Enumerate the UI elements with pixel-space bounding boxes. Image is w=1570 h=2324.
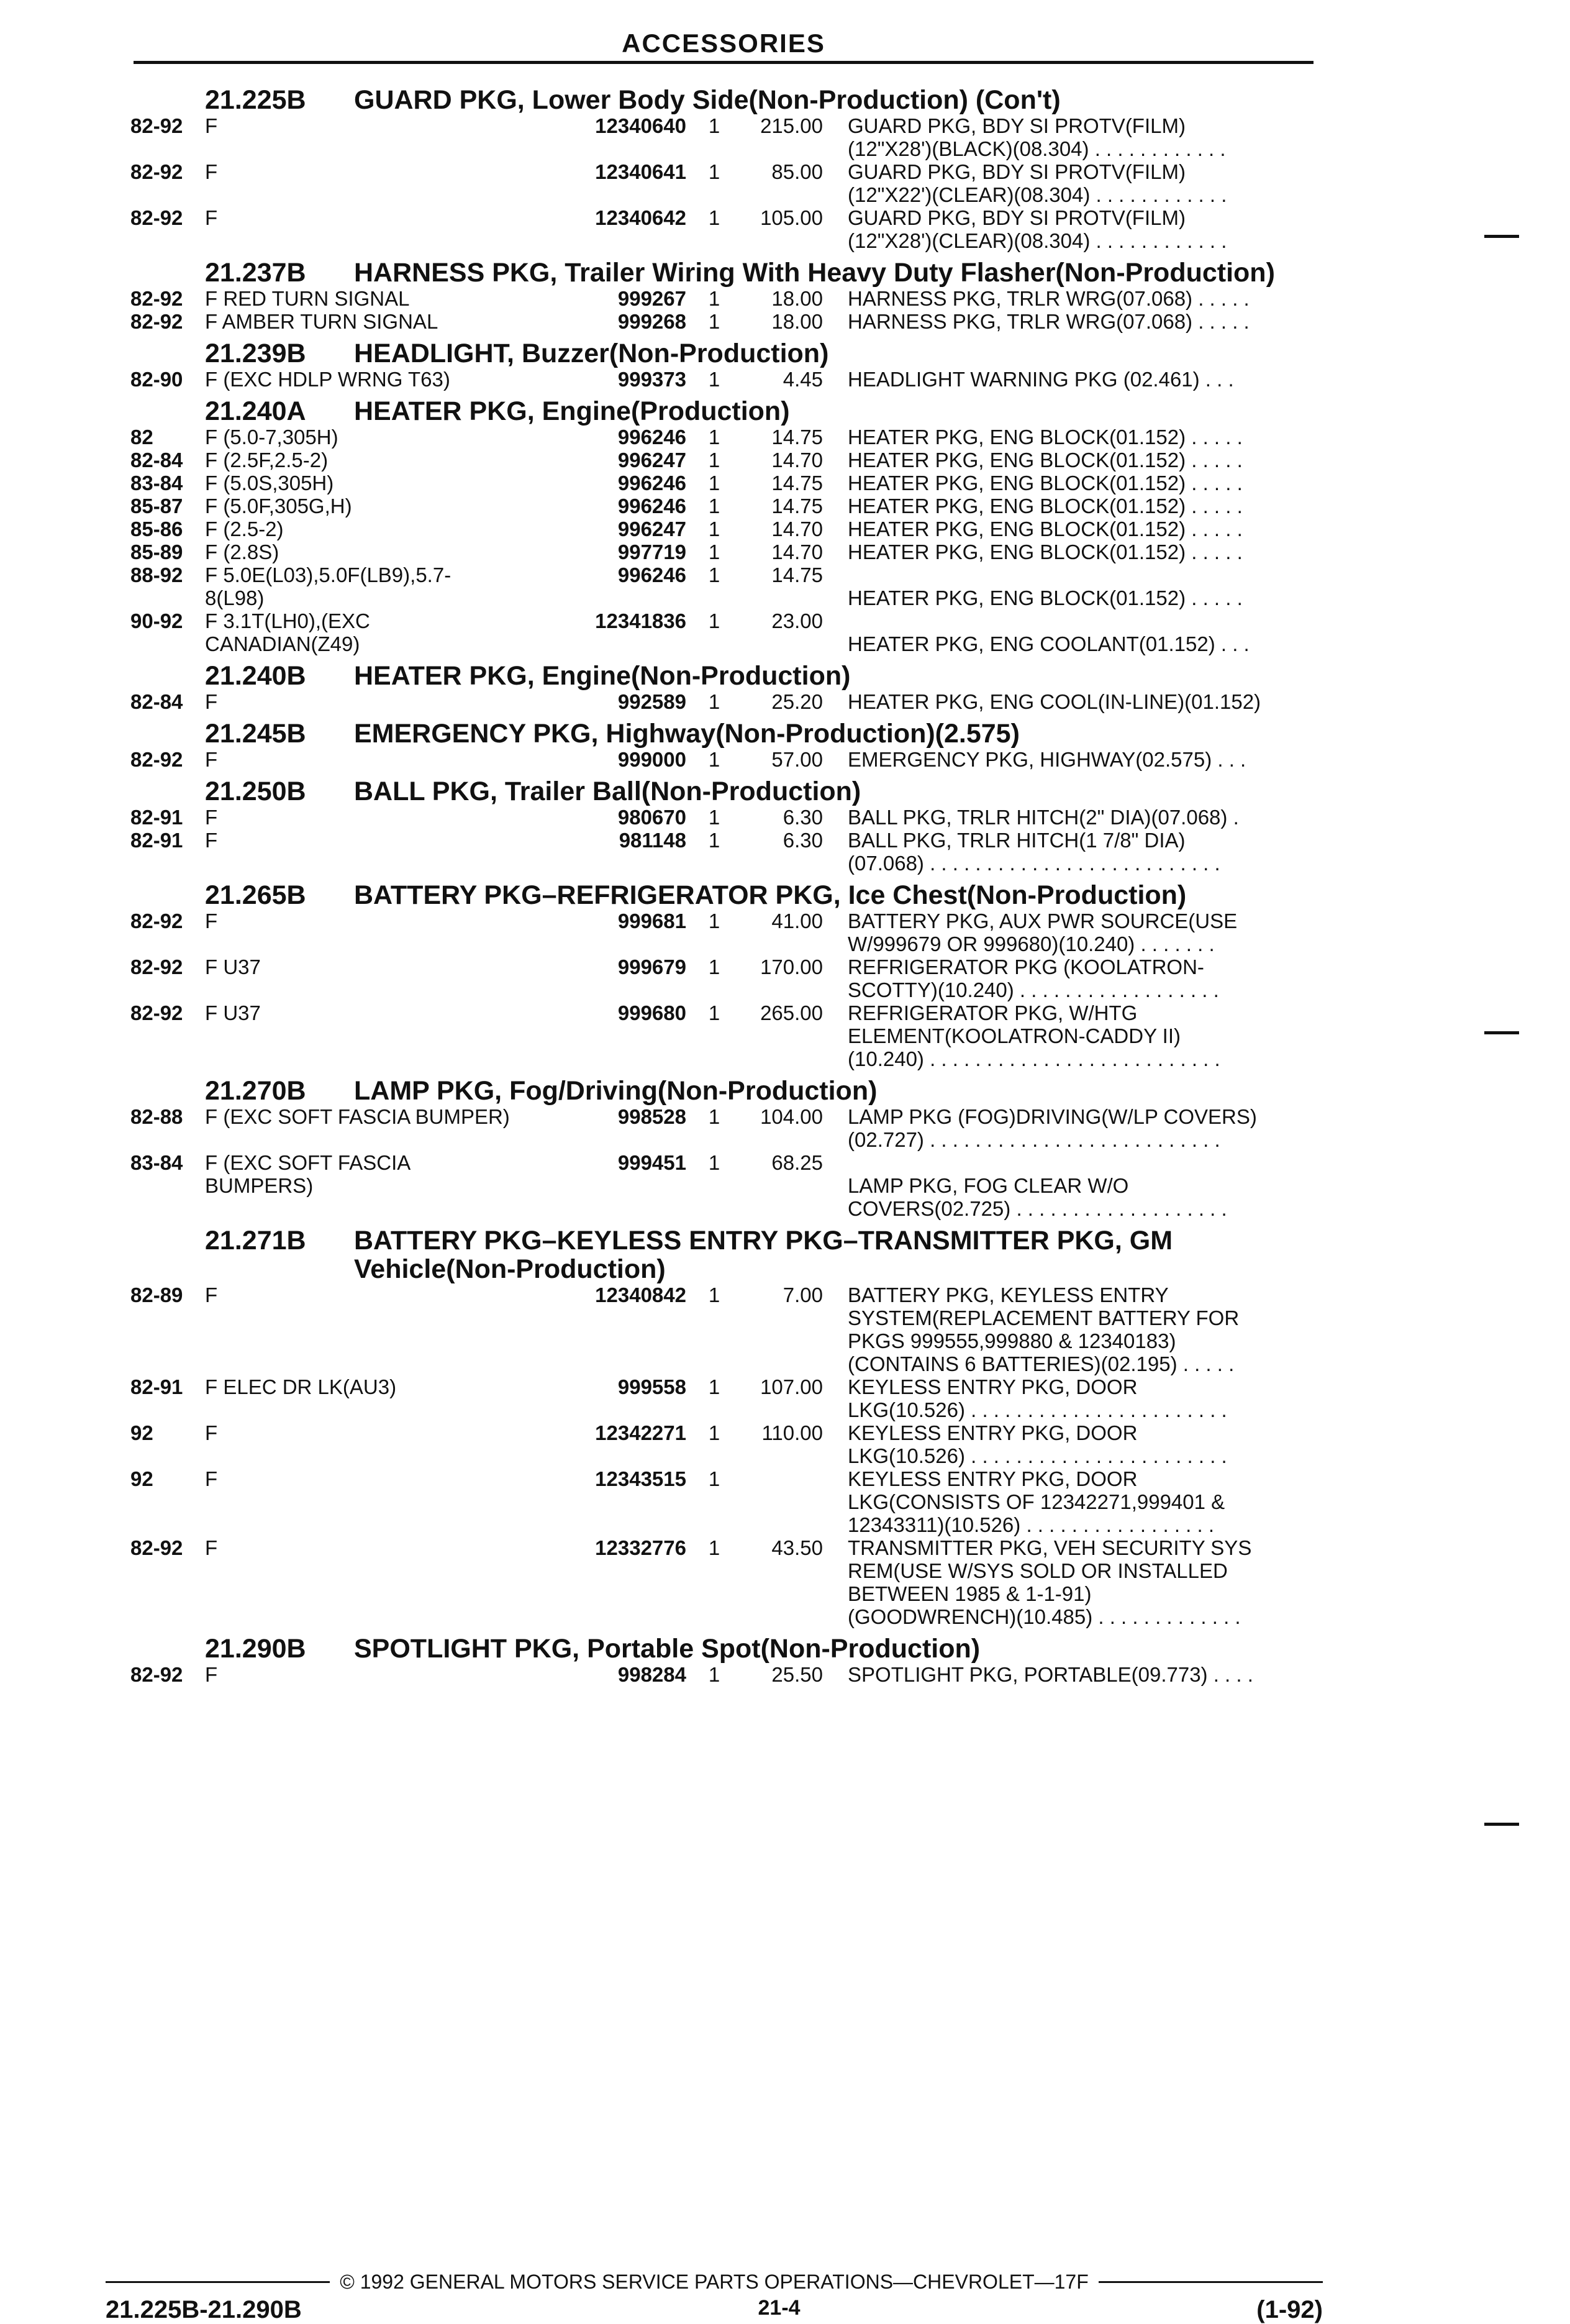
part-description: HEATER PKG, ENG BLOCK(01.152) . . . . . bbox=[848, 586, 1243, 609]
part-description: BALL PKG, TRLR HITCH(2" DIA)(07.068) . bbox=[848, 806, 1239, 829]
model-years: 82-92 bbox=[130, 1001, 183, 1024]
part-description: TRANSMITTER PKG, VEH SECURITY SYS REM(USE W/SYS SOLD OR INSTALLED BETWEEN 1985 & 1-1-91) (GOODWRENCH)(10.485) . . . . . . . . . . . . . bbox=[848, 1536, 1252, 1628]
model-years: 82 bbox=[130, 426, 153, 449]
part-description: HEATER PKG, ENG BLOCK(01.152) . . . . . bbox=[848, 517, 1243, 540]
section-code: 21.250B bbox=[205, 777, 306, 806]
part-number: 999268 bbox=[617, 310, 686, 333]
part-row bbox=[130, 1375, 1323, 1421]
price: 25.20 bbox=[771, 690, 823, 713]
application: F (2.5-2) bbox=[205, 517, 284, 540]
application: F U37 bbox=[205, 955, 261, 978]
section-description: BATTERY PKG–REFRIGERATOR PKG, Ice Chest(Non-Production) bbox=[354, 880, 1187, 910]
application: F (5.0S,305H) bbox=[205, 472, 334, 494]
quantity: 1 bbox=[708, 609, 720, 632]
section-title bbox=[130, 258, 1323, 287]
footer-page-number: 21-4 bbox=[758, 2296, 801, 2320]
part-row bbox=[130, 472, 1323, 494]
footer-copyright-line bbox=[106, 2271, 1323, 2294]
price: 14.70 bbox=[771, 540, 823, 563]
quantity: 1 bbox=[708, 287, 720, 310]
application: F bbox=[205, 1283, 218, 1306]
price: 107.00 bbox=[760, 1375, 823, 1398]
part-number: 996247 bbox=[617, 517, 686, 540]
part-number: 999451 bbox=[617, 1151, 686, 1174]
part-number: 12343515 bbox=[595, 1467, 686, 1490]
model-years: 85-89 bbox=[130, 540, 183, 563]
margin-mark bbox=[1484, 1823, 1519, 1826]
application: F ELEC DR LK(AU3) bbox=[205, 1375, 397, 1398]
price: 104.00 bbox=[760, 1105, 823, 1128]
section-code: 21.240A bbox=[205, 396, 306, 426]
price: 14.75 bbox=[771, 426, 823, 449]
model-years: 82-84 bbox=[130, 690, 183, 713]
price: 105.00 bbox=[760, 206, 823, 229]
model-years: 82-92 bbox=[130, 909, 183, 932]
part-row bbox=[130, 829, 1323, 875]
section-description: GUARD PKG, Lower Body Side(Non-Production) (Con't) bbox=[354, 85, 1061, 115]
header-rule bbox=[134, 61, 1314, 64]
part-description: KEYLESS ENTRY PKG, DOOR LKG(CONSISTS OF 12342271,999401 & 12343311)(10.526) . . . . . . . . . . . . . . . . . bbox=[848, 1467, 1225, 1536]
application: F (EXC SOFT FASCIA BUMPERS) bbox=[205, 1151, 411, 1197]
model-years: 82-91 bbox=[130, 829, 183, 852]
price: 14.75 bbox=[771, 494, 823, 517]
part-description: LAMP PKG, FOG CLEAR W/O COVERS(02.725) . . . . . . . . . . . . . . . . . . . bbox=[848, 1174, 1227, 1220]
model-years: 82-92 bbox=[130, 310, 183, 333]
footer-date: (1-92) bbox=[1256, 2296, 1323, 2323]
model-years: 92 bbox=[130, 1421, 153, 1444]
quantity: 1 bbox=[708, 748, 720, 771]
quantity: 1 bbox=[708, 563, 720, 586]
model-years: 85-86 bbox=[130, 517, 183, 540]
section-title bbox=[130, 1077, 1323, 1105]
part-row bbox=[130, 1283, 1323, 1375]
application: F 5.0E(L03),5.0F(LB9),5.7- 8(L98) bbox=[205, 563, 451, 609]
part-number: 981148 bbox=[619, 829, 686, 852]
part-description: KEYLESS ENTRY PKG, DOOR LKG(10.526) . . . . . . . . . . . . . . . . . . . . . . . bbox=[848, 1375, 1227, 1421]
price: 14.70 bbox=[771, 449, 823, 472]
part-number: 996246 bbox=[617, 494, 686, 517]
section-title bbox=[130, 719, 1323, 748]
part-number: 999679 bbox=[617, 955, 686, 978]
part-description: GUARD PKG, BDY SI PROTV(FILM) (12"X28')(BLACK)(08.304) . . . . . . . . . . . . bbox=[848, 114, 1226, 160]
catalog-section bbox=[130, 777, 1323, 875]
application: F bbox=[205, 909, 218, 932]
price: 41.00 bbox=[771, 909, 823, 932]
part-number: 997719 bbox=[617, 540, 686, 563]
model-years: 92 bbox=[130, 1467, 153, 1490]
quantity: 1 bbox=[708, 472, 720, 494]
part-number: 998528 bbox=[617, 1105, 686, 1128]
part-description: HEATER PKG, ENG COOLANT(01.152) . . . bbox=[848, 632, 1250, 655]
price: 23.00 bbox=[771, 609, 823, 632]
quantity: 1 bbox=[708, 690, 720, 713]
margin-mark bbox=[1484, 1031, 1519, 1034]
part-row bbox=[130, 1467, 1323, 1536]
catalog-section bbox=[130, 1634, 1323, 1686]
parts-list bbox=[130, 80, 1323, 1686]
application: F (2.8S) bbox=[205, 540, 279, 563]
margin-mark bbox=[1484, 235, 1519, 238]
price: 43.50 bbox=[771, 1536, 823, 1559]
quantity: 1 bbox=[708, 494, 720, 517]
part-description: LAMP PKG (FOG)DRIVING(W/LP COVERS) (02.727) . . . . . . . . . . . . . . . . . . . . . . . . . . bbox=[848, 1105, 1257, 1151]
quantity: 1 bbox=[708, 206, 720, 229]
part-number: 12340642 bbox=[595, 206, 686, 229]
quantity: 1 bbox=[708, 1663, 720, 1686]
part-description: HEADLIGHT WARNING PKG (02.461) . . . bbox=[848, 368, 1234, 391]
price: 85.00 bbox=[771, 160, 823, 183]
part-row bbox=[130, 806, 1323, 829]
model-years: 82-92 bbox=[130, 206, 183, 229]
part-row bbox=[130, 955, 1323, 1001]
model-years: 82-91 bbox=[130, 806, 183, 829]
model-years: 83-84 bbox=[130, 1151, 183, 1174]
page-title: ACCESSORIES bbox=[622, 29, 825, 58]
quantity: 1 bbox=[708, 160, 720, 183]
part-row bbox=[130, 449, 1323, 472]
catalog-section bbox=[130, 1226, 1323, 1628]
application: F bbox=[205, 1536, 218, 1559]
quantity: 1 bbox=[708, 1536, 720, 1559]
part-row bbox=[130, 114, 1323, 160]
part-row bbox=[130, 494, 1323, 517]
catalog-section bbox=[130, 258, 1323, 333]
part-number: 999681 bbox=[617, 909, 686, 932]
price: 170.00 bbox=[760, 955, 823, 978]
model-years: 82-92 bbox=[130, 955, 183, 978]
part-number: 12340641 bbox=[595, 160, 686, 183]
part-number: 998284 bbox=[617, 1663, 686, 1686]
part-row bbox=[130, 1536, 1323, 1628]
section-code: 21.245B bbox=[205, 719, 306, 749]
part-number: 12332776 bbox=[595, 1536, 686, 1559]
application: F bbox=[205, 114, 218, 137]
section-title bbox=[130, 881, 1323, 909]
application: F bbox=[205, 1663, 218, 1686]
section-code: 21.239B bbox=[205, 339, 306, 368]
price: 18.00 bbox=[771, 287, 823, 310]
application: F bbox=[205, 690, 218, 713]
price: 18.00 bbox=[771, 310, 823, 333]
model-years: 83-84 bbox=[130, 472, 183, 494]
footer-rule-right bbox=[1099, 2281, 1323, 2283]
section-code: 21.271B bbox=[205, 1226, 306, 1255]
part-number: 999373 bbox=[617, 368, 686, 391]
section-code: 21.225B bbox=[205, 85, 306, 115]
model-years: 82-91 bbox=[130, 1375, 183, 1398]
application: F (EXC HDLP WRNG T63) bbox=[205, 368, 450, 391]
section-title bbox=[130, 339, 1323, 368]
price: 14.75 bbox=[771, 472, 823, 494]
quantity: 1 bbox=[708, 829, 720, 852]
section-description: SPOTLIGHT PKG, Portable Spot(Non-Production) bbox=[354, 1634, 981, 1664]
catalog-section bbox=[130, 86, 1323, 252]
price: 7.00 bbox=[783, 1283, 823, 1306]
application: F bbox=[205, 1421, 218, 1444]
model-years: 82-92 bbox=[130, 748, 183, 771]
catalog-section bbox=[130, 1077, 1323, 1220]
model-years: 82-92 bbox=[130, 1536, 183, 1559]
part-description: GUARD PKG, BDY SI PROTV(FILM) (12"X28')(CLEAR)(08.304) . . . . . . . . . . . . bbox=[848, 206, 1227, 252]
section-title bbox=[130, 397, 1323, 426]
quantity: 1 bbox=[708, 368, 720, 391]
part-description: SPOTLIGHT PKG, PORTABLE(09.773) . . . . bbox=[848, 1663, 1253, 1686]
price: 215.00 bbox=[760, 114, 823, 137]
price: 68.25 bbox=[771, 1151, 823, 1174]
footer-rule-left bbox=[106, 2281, 330, 2283]
page-header bbox=[134, 29, 1314, 64]
part-row bbox=[130, 287, 1323, 310]
section-description: HARNESS PKG, Trailer Wiring With Heavy Duty Flasher(Non-Production) bbox=[354, 258, 1275, 288]
part-description: EMERGENCY PKG, HIGHWAY(02.575) . . . bbox=[848, 748, 1246, 771]
part-row bbox=[130, 563, 1323, 609]
catalog-section bbox=[130, 339, 1323, 391]
application: F bbox=[205, 829, 218, 852]
part-row bbox=[130, 1001, 1323, 1070]
application: F bbox=[205, 206, 218, 229]
part-number: 12340640 bbox=[595, 114, 686, 137]
part-number: 996246 bbox=[617, 426, 686, 449]
quantity: 1 bbox=[708, 449, 720, 472]
model-years: 82-92 bbox=[130, 1663, 183, 1686]
part-number: 996246 bbox=[617, 563, 686, 586]
quantity: 1 bbox=[708, 1151, 720, 1174]
quantity: 1 bbox=[708, 1001, 720, 1024]
application: F AMBER TURN SIGNAL bbox=[205, 310, 438, 333]
application: F (EXC SOFT FASCIA BUMPER) bbox=[205, 1105, 510, 1128]
part-row bbox=[130, 517, 1323, 540]
part-row bbox=[130, 160, 1323, 206]
part-description: REFRIGERATOR PKG (KOOLATRON- SCOTTY)(10.240) . . . . . . . . . . . . . . . . . . bbox=[848, 955, 1219, 1001]
part-description: HARNESS PKG, TRLR WRG(07.068) . . . . . bbox=[848, 310, 1250, 333]
section-title bbox=[130, 777, 1323, 806]
quantity: 1 bbox=[708, 1467, 720, 1490]
price: 57.00 bbox=[771, 748, 823, 771]
section-title bbox=[130, 1226, 1323, 1283]
part-number: 999558 bbox=[617, 1375, 686, 1398]
part-number: 999267 bbox=[617, 287, 686, 310]
catalog-section bbox=[130, 719, 1323, 771]
price: 6.30 bbox=[783, 806, 823, 829]
price: 14.70 bbox=[771, 517, 823, 540]
application: F 3.1T(LH0),(EXC CANADIAN(Z49) bbox=[205, 609, 370, 655]
part-description: HARNESS PKG, TRLR WRG(07.068) . . . . . bbox=[848, 287, 1250, 310]
application: F U37 bbox=[205, 1001, 261, 1024]
application: F (5.0F,305G,H) bbox=[205, 494, 352, 517]
quantity: 1 bbox=[708, 517, 720, 540]
application: F (2.5F,2.5-2) bbox=[205, 449, 329, 472]
price: 6.30 bbox=[783, 829, 823, 852]
quantity: 1 bbox=[708, 426, 720, 449]
price: 110.00 bbox=[761, 1421, 823, 1444]
quantity: 1 bbox=[708, 1375, 720, 1398]
part-row bbox=[130, 206, 1323, 252]
part-row bbox=[130, 1151, 1323, 1220]
model-years: 82-92 bbox=[130, 287, 183, 310]
application: F bbox=[205, 160, 218, 183]
model-years: 82-92 bbox=[130, 114, 183, 137]
section-code: 21.237B bbox=[205, 258, 306, 288]
quantity: 1 bbox=[708, 806, 720, 829]
quantity: 1 bbox=[708, 955, 720, 978]
part-row bbox=[130, 1421, 1323, 1467]
section-title bbox=[130, 662, 1323, 690]
section-code: 21.290B bbox=[205, 1634, 306, 1664]
part-row bbox=[130, 540, 1323, 563]
footer-range: 21.225B-21.290B bbox=[106, 2296, 302, 2323]
model-years: 90-92 bbox=[130, 609, 183, 632]
part-number: 996246 bbox=[617, 472, 686, 494]
section-description: BATTERY PKG–KEYLESS ENTRY PKG–TRANSMITTER PKG, GM Vehicle(Non-Production) bbox=[354, 1226, 1173, 1284]
model-years: 82-89 bbox=[130, 1283, 183, 1306]
part-row bbox=[130, 1105, 1323, 1151]
price: 25.50 bbox=[771, 1663, 823, 1686]
section-title bbox=[130, 1634, 1323, 1663]
part-description: HEATER PKG, ENG BLOCK(01.152) . . . . . bbox=[848, 540, 1243, 563]
part-row bbox=[130, 690, 1323, 713]
part-description: KEYLESS ENTRY PKG, DOOR LKG(10.526) . . . . . . . . . . . . . . . . . . . . . . . bbox=[848, 1421, 1227, 1467]
quantity: 1 bbox=[708, 1421, 720, 1444]
section-description: HEATER PKG, Engine(Non-Production) bbox=[354, 661, 851, 691]
part-description: HEATER PKG, ENG BLOCK(01.152) . . . . . bbox=[848, 426, 1243, 449]
page-footer bbox=[106, 2271, 1323, 2324]
application: F bbox=[205, 806, 218, 829]
model-years: 82-88 bbox=[130, 1105, 183, 1128]
part-number: 999680 bbox=[617, 1001, 686, 1024]
price bbox=[730, 1467, 848, 1536]
quantity: 1 bbox=[708, 1105, 720, 1128]
part-description: HEATER PKG, ENG COOL(IN-LINE)(01.152) bbox=[848, 690, 1261, 713]
application: F RED TURN SIGNAL bbox=[205, 287, 410, 310]
model-years: 88-92 bbox=[130, 563, 183, 586]
part-description: BATTERY PKG, KEYLESS ENTRY SYSTEM(REPLACEMENT BATTERY FOR PKGS 999555,999880 & 12340183) (CONTAINS 6 BATTERIES)(02.195) . . . . . bbox=[848, 1283, 1240, 1375]
part-description: REFRIGERATOR PKG, W/HTG ELEMENT(KOOLATRON-CADDY II) (10.240) . . . . . . . . . . . . . . . . . . . . . . . . . . bbox=[848, 1001, 1220, 1070]
catalog-section bbox=[130, 662, 1323, 713]
part-row bbox=[130, 609, 1323, 655]
quantity: 1 bbox=[708, 540, 720, 563]
part-row bbox=[130, 748, 1323, 771]
part-number: 12342271 bbox=[595, 1421, 686, 1444]
model-years: 82-90 bbox=[130, 368, 183, 391]
part-number: 12341836 bbox=[595, 609, 686, 632]
quantity: 1 bbox=[708, 909, 720, 932]
part-description: HEATER PKG, ENG BLOCK(01.152) . . . . . bbox=[848, 494, 1243, 517]
part-description: HEATER PKG, ENG BLOCK(01.152) . . . . . bbox=[848, 449, 1243, 472]
section-description: HEADLIGHT, Buzzer(Non-Production) bbox=[354, 339, 829, 368]
section-description: HEATER PKG, Engine(Production) bbox=[354, 396, 790, 426]
section-description: EMERGENCY PKG, Highway(Non-Production)(2.575) bbox=[354, 719, 1020, 749]
part-row bbox=[130, 310, 1323, 333]
section-description: LAMP PKG, Fog/Driving(Non-Production) bbox=[354, 1076, 878, 1106]
part-row bbox=[130, 1663, 1323, 1686]
catalog-section bbox=[130, 397, 1323, 655]
section-description: BALL PKG, Trailer Ball(Non-Production) bbox=[354, 777, 861, 806]
footer-bottom bbox=[106, 2296, 1323, 2324]
price: 4.45 bbox=[783, 368, 823, 391]
section-code: 21.240B bbox=[205, 661, 306, 691]
application: F (5.0-7,305H) bbox=[205, 426, 338, 449]
part-number: 12340842 bbox=[595, 1283, 686, 1306]
part-row bbox=[130, 909, 1323, 955]
model-years: 82-92 bbox=[130, 160, 183, 183]
quantity: 1 bbox=[708, 1283, 720, 1306]
model-years: 85-87 bbox=[130, 494, 183, 517]
model-years: 82-84 bbox=[130, 449, 183, 472]
application: F bbox=[205, 748, 218, 771]
section-code: 21.270B bbox=[205, 1076, 306, 1106]
part-row bbox=[130, 368, 1323, 391]
section-code: 21.265B bbox=[205, 880, 306, 910]
part-number: 980670 bbox=[617, 806, 686, 829]
part-description: BATTERY PKG, AUX PWR SOURCE(USE W/999679 OR 999680)(10.240) . . . . . . . bbox=[848, 909, 1238, 955]
part-number: 999000 bbox=[617, 748, 686, 771]
part-number: 992589 bbox=[617, 690, 686, 713]
section-title bbox=[130, 86, 1323, 114]
part-description: GUARD PKG, BDY SI PROTV(FILM) (12"X22')(CLEAR)(08.304) . . . . . . . . . . . . bbox=[848, 160, 1227, 206]
footer-copyright: © 1992 GENERAL MOTORS SERVICE PARTS OPERATIONS—CHEVROLET—17F bbox=[340, 2271, 1089, 2293]
catalog-section bbox=[130, 881, 1323, 1070]
quantity: 1 bbox=[708, 310, 720, 333]
part-number: 996247 bbox=[617, 449, 686, 472]
quantity: 1 bbox=[708, 114, 720, 137]
price: 265.00 bbox=[760, 1001, 823, 1024]
price: 14.75 bbox=[771, 563, 823, 586]
part-description: HEATER PKG, ENG BLOCK(01.152) . . . . . bbox=[848, 472, 1243, 494]
part-row bbox=[130, 426, 1323, 449]
application: F bbox=[205, 1467, 218, 1490]
part-description: BALL PKG, TRLR HITCH(1 7/8" DIA) (07.068) . . . . . . . . . . . . . . . . . . . . . . . . . . bbox=[848, 829, 1220, 875]
